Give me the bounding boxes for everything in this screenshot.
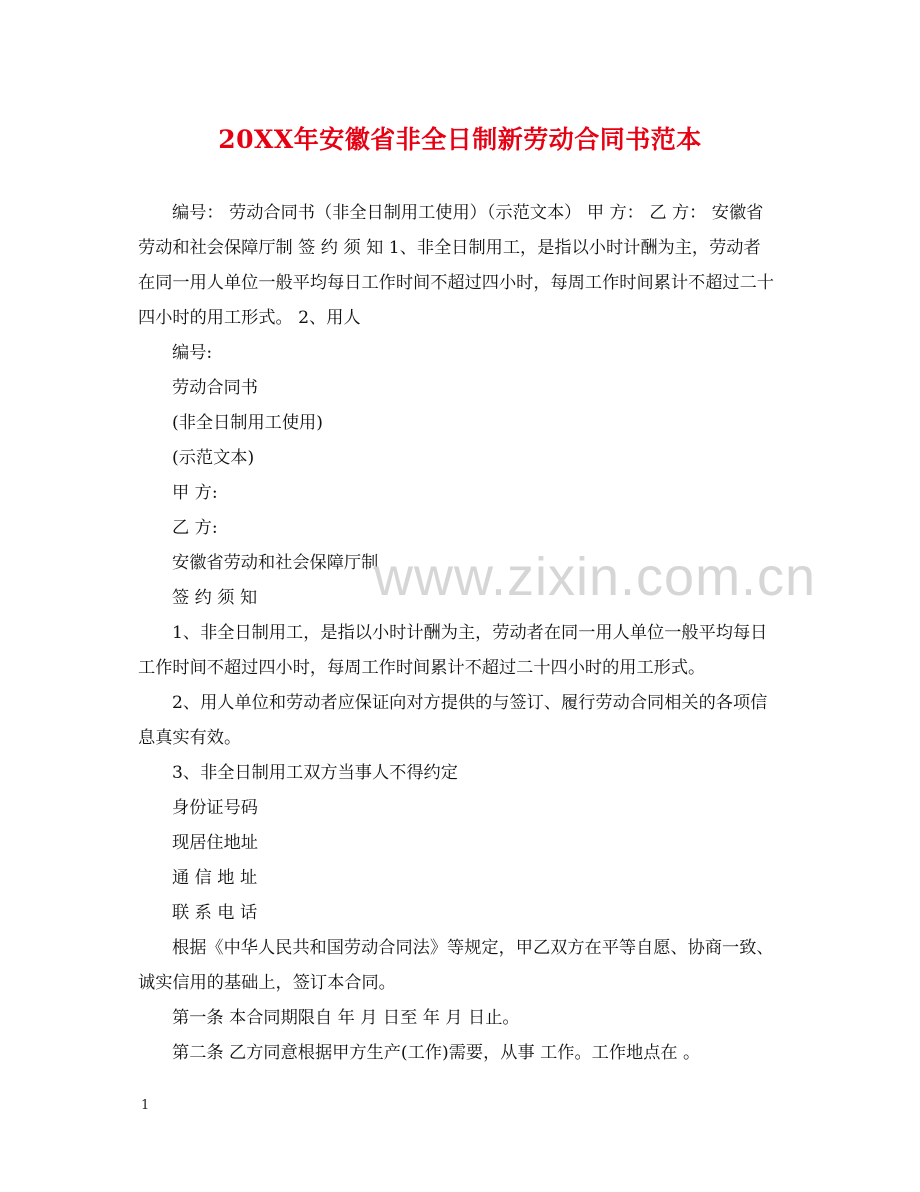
paragraph: 2、用人单位和劳动者应保证向对方提供的与签订、履行劳动合同相关的各项信息真实有效。 <box>138 693 768 748</box>
paragraph: 联 系 电 话 <box>172 903 258 923</box>
paragraph: 编号： 劳动合同书（非全日制用工使用）（示范文本） 甲 方： 乙 方： 安徽省劳动和社会保障厅制 签 约 须 知 1、非全日制用工，是指以小时计酬为主，劳动者在同一用人单位一般平均每日工作时间不超过四小时，每周工作时间累计不超过二十四小时的用工形式。 2、用人 <box>138 203 774 328</box>
paragraph: 签 约 须 知 <box>172 588 258 608</box>
paragraph: 乙 方: <box>172 518 218 538</box>
document-title: 20XX年安徽省非全日制新劳动合同书范本 <box>218 125 702 154</box>
page-number: 1 <box>141 1098 150 1113</box>
document-body <box>138 196 774 1071</box>
paragraph: 编号: <box>172 343 213 363</box>
paragraph: 1、非全日制用工，是指以小时计酬为主，劳动者在同一用人单位一般平均每日工作时间不超过四小时，每周工作时间累计不超过二十四小时的用工形式。 <box>138 623 768 678</box>
paragraph: 甲 方: <box>172 483 218 503</box>
paragraph: 通 信 地 址 <box>172 868 258 888</box>
paragraph: (非全日制用工使用) <box>172 413 323 433</box>
paragraph: 身份证号码 <box>172 798 258 818</box>
paragraph: 根据《中华人民共和国劳动合同法》等规定，甲乙双方在平等自愿、协商一致、诚实信用的基础上，签订本合同。 <box>138 938 774 993</box>
paragraph: 劳动合同书 <box>172 378 258 398</box>
watermark-text: www.zixin.com.cn <box>374 547 817 607</box>
paragraph: 3、非全日制用工双方当事人不得约定 <box>172 763 458 783</box>
paragraph: 现居住地址 <box>172 833 258 853</box>
paragraph: (示范文本) <box>172 448 255 468</box>
paragraph: 第一条 本合同期限自 年 月 日至 年 月 日止。 <box>172 1008 520 1028</box>
paragraph: 第二条 乙方同意根据甲方生产(工作)需要，从事 工作。工作地点在 。 <box>172 1043 701 1063</box>
paragraph: 安徽省劳动和社会保障厅制 <box>172 553 379 573</box>
